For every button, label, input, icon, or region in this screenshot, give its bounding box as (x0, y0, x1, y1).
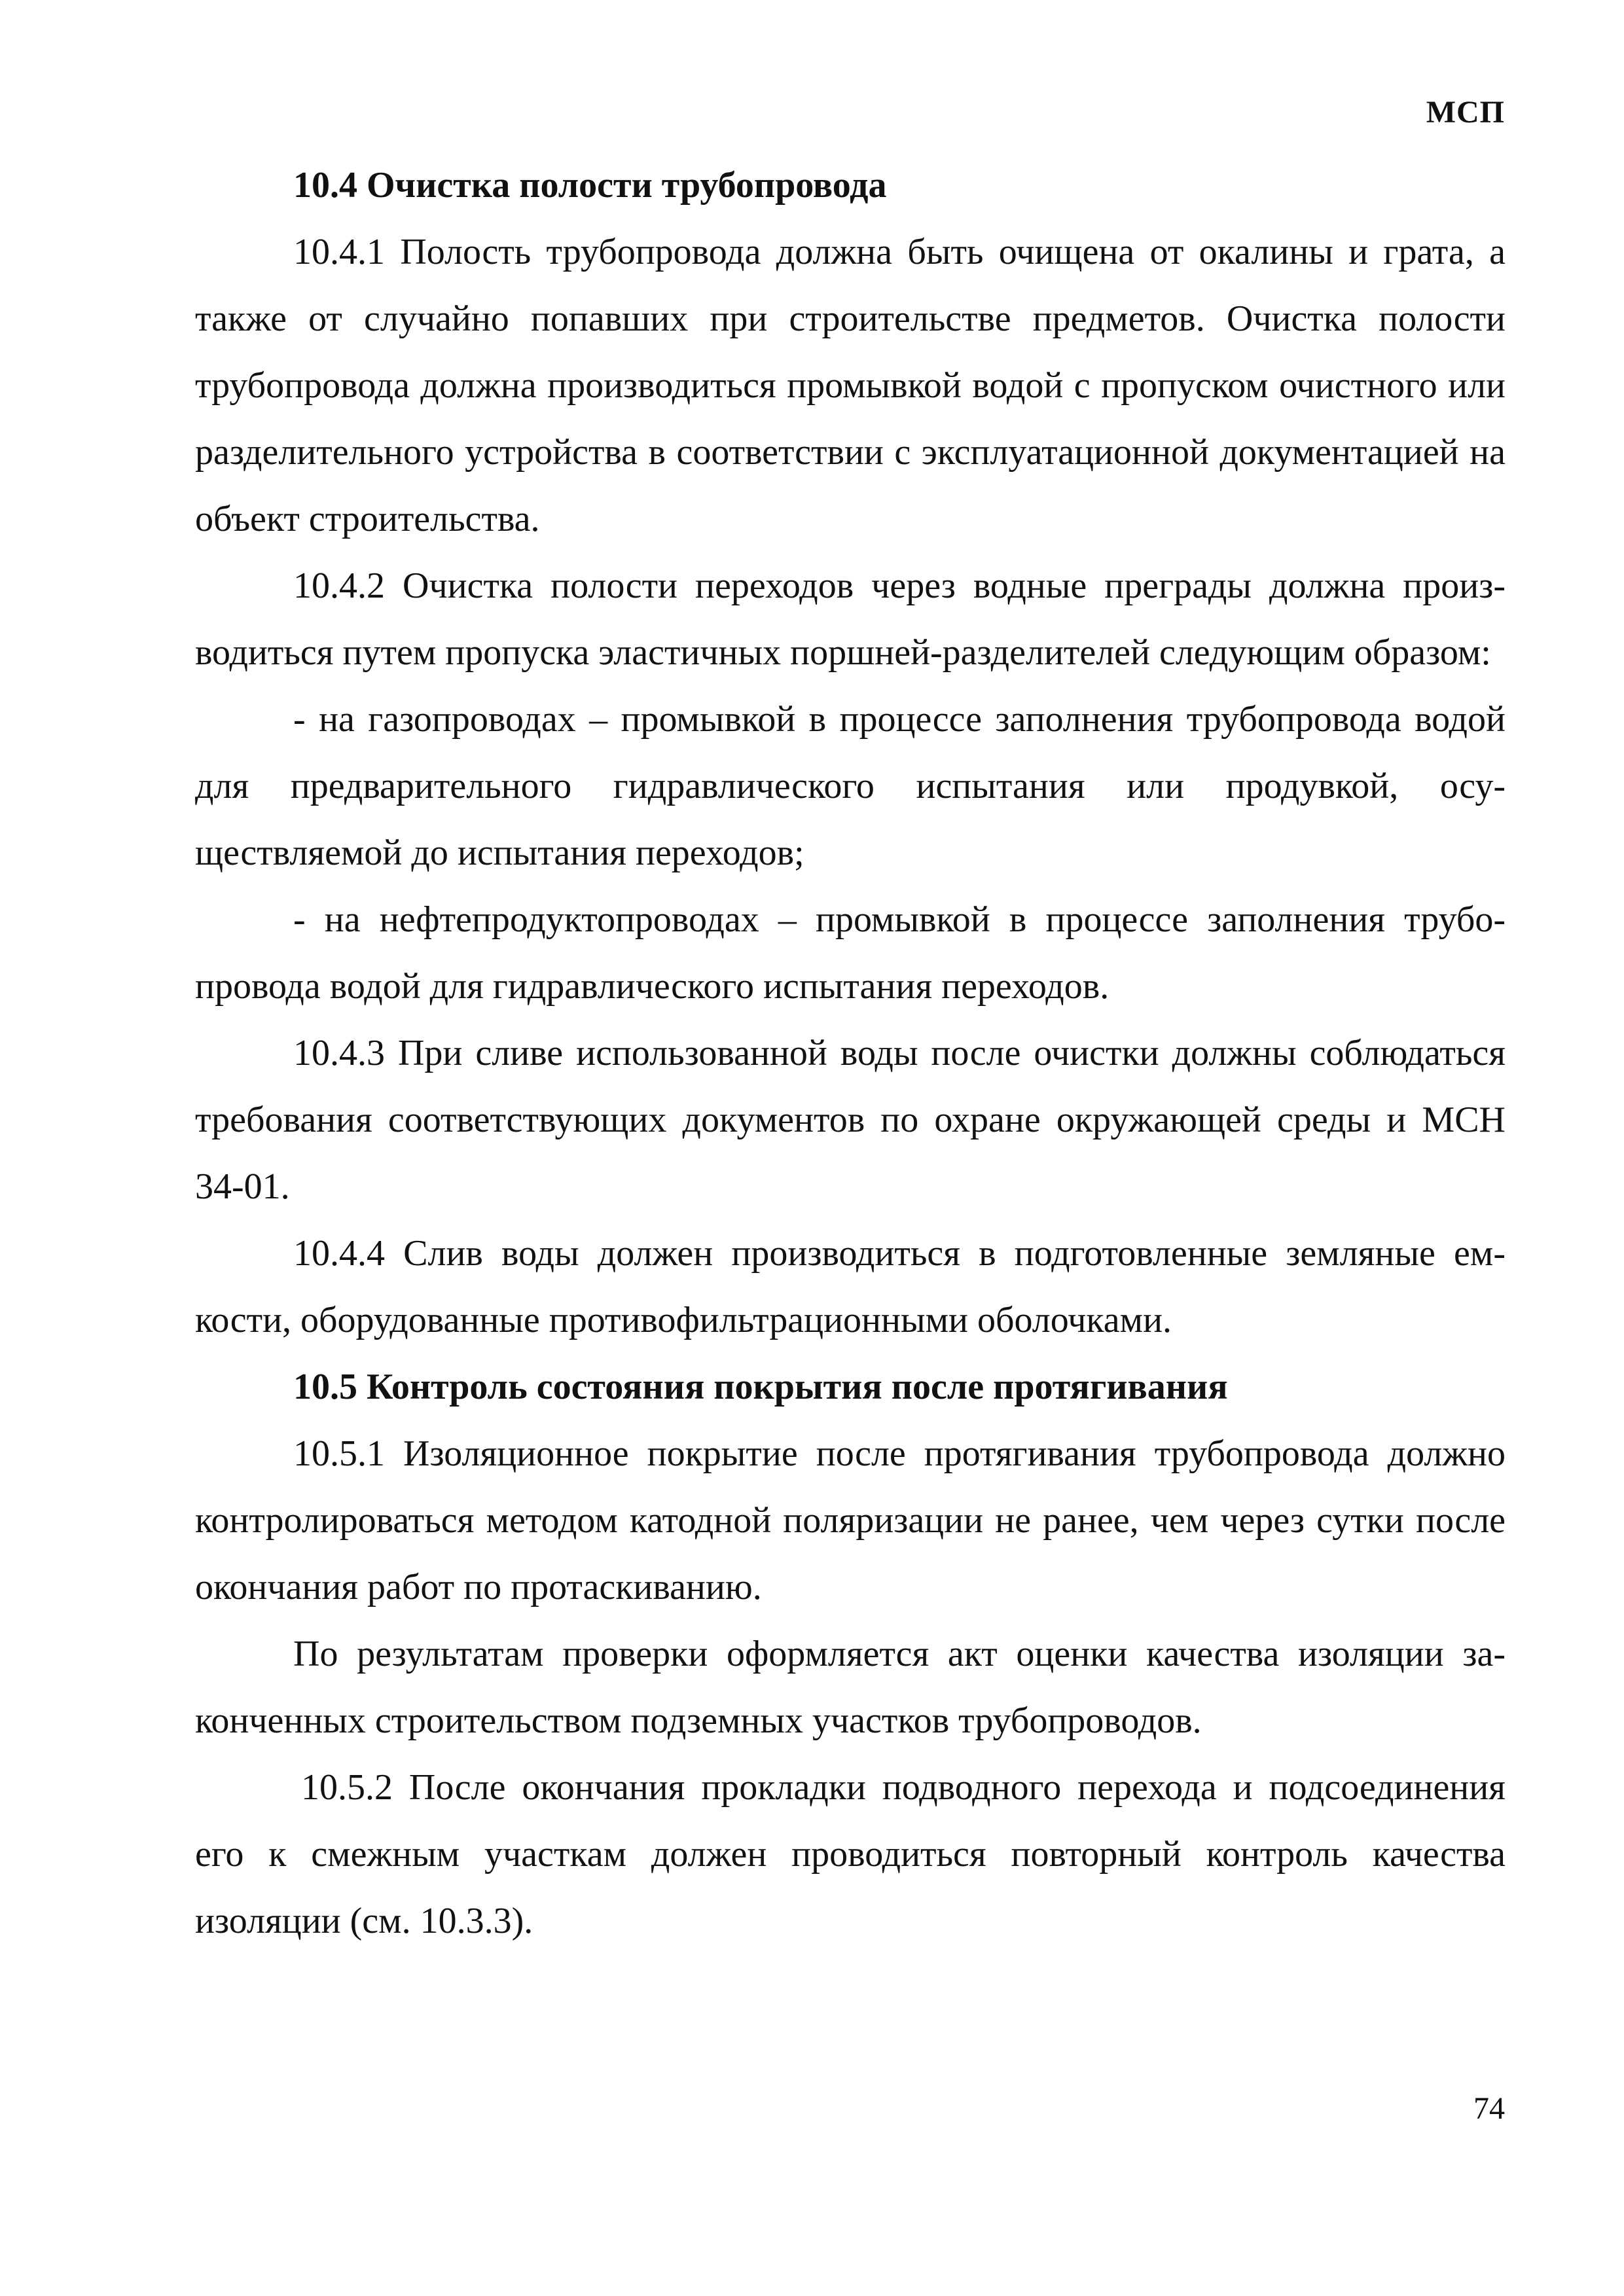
paragraph-10-4-4: 10.4.4 Слив воды должен производиться в подготовленные земляные емкости, оборудованные противофильтрационными оболочками. (195, 1233, 1506, 1340)
document-code: МСП (1426, 95, 1505, 130)
paragraph-10-4-2: 10.4.2 Очистка полости переходов через водные преграды должна производиться путем пропуска эластичных поршней-разделителей следующим образом: (195, 565, 1506, 673)
list-item-oil-product-pipelines: - на нефтепродуктопроводах – промывкой в процессе заполнения трубопровода водой для гидравлического испытания переходов. (195, 899, 1506, 1007)
paragraph-10-4-1: 10.4.1 Полость трубопровода должна быть очищена от окалины и грата, а также от случайно попавших при строительстве предметов. Очистка полости трубопровода должна производиться промывкой водой с пропуском очистного или разделительного устройства в соответствии с эксплуатационной документацией на объект строительства. (195, 232, 1506, 539)
paragraph-10-5-2: 10.5.2 После окончания прокладки подводного перехода и подсоединения его к смежным участкам должен проводиться повторный контроль качества изоляции (см. 10.3.3). (195, 1767, 1506, 1941)
paragraph-10-5-1: 10.5.1 Изоляционное покрытие после протягивания трубопровода должно контролироваться методом катодной поляризации не ранее, чем через сутки после окончания работ по протаскиванию. (195, 1433, 1506, 1607)
paragraph-inspection-act: По результатам проверки оформляется акт оценки качества изоляции законченных строительством подземных участков трубопроводов. (195, 1634, 1506, 1741)
paragraph-10-4-3: 10.4.3 При сливе использованной воды после очистки должны соблюдаться требования соответствующих документов по охране окружающей среды и МСН 34-01. (195, 1033, 1506, 1207)
list-item-gas-pipelines: - на газопроводах – промывкой в процессе заполнения трубопровода водой для предварительного гидравлического испытания или продувкой, осуществляемой до испытания переходов; (195, 699, 1506, 873)
section-heading-10-5: 10.5 Контроль состояния покрытия после протягивания (293, 1367, 1228, 1407)
page-number: 74 (1473, 2091, 1505, 2126)
document-body (195, 152, 1506, 1954)
section-heading-10-4: 10.4 Очистка полости трубопровода (293, 165, 887, 206)
